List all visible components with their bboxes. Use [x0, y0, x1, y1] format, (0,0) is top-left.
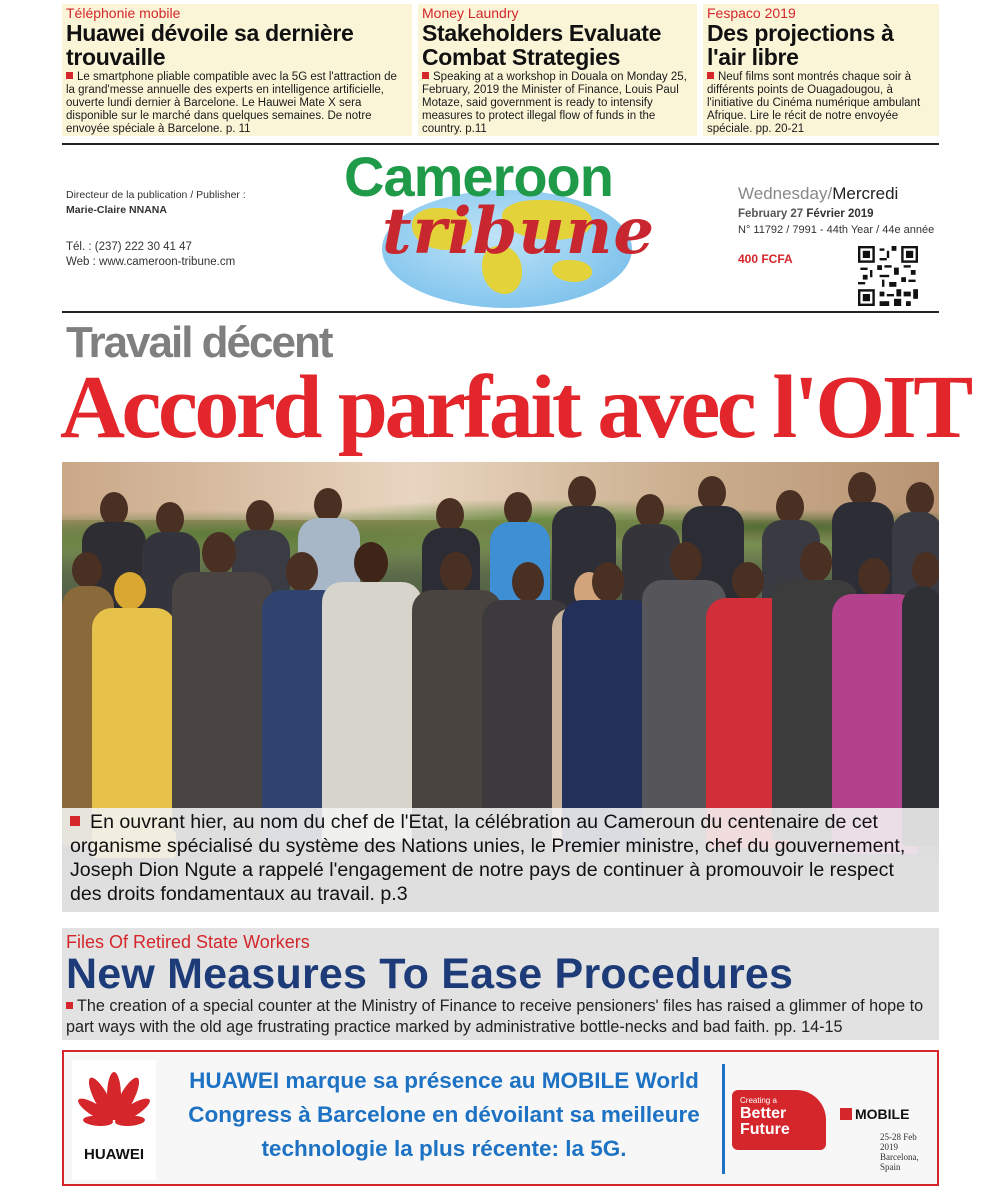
logo-word-cameroon: Cameroon	[344, 145, 613, 208]
logo-word-tribune: tribune	[382, 194, 656, 269]
event-dates: 25-28 Feb 2019	[880, 1132, 917, 1152]
teaser-kicker: Fespaco 2019	[707, 5, 796, 21]
teaser-body-text: Neuf films sont montrés chaque soir à différents points de Ouagadougou, à l'initiative du Cinéma numérique ambulant Afrique. Lire le récit de notre envoyée spéciale. pp. 20-21	[707, 71, 921, 135]
website-link[interactable]: Web : www.cameroon-tribune.cm	[66, 256, 236, 268]
teaser-body-text: Speaking at a workshop in Douala on Monday 25, February, 2019 the Minister of Finance, Louis Paul Motaze, said government is ready to intensify measures to protect illegal flow of funds in the country. p.11	[422, 71, 687, 135]
teaser-money-laundry[interactable]	[418, 4, 697, 136]
second-body-text: The creation of a special counter at the Ministry of Finance to receive pensioners' files has raised a glimmer of hope to part ways with the old age frustrating practice marked by administrative bottle-necks and bad faith. pp. 14-15	[66, 997, 924, 1036]
publisher-name: Marie-Claire NNANA	[66, 204, 167, 216]
huawei-flower-icon	[72, 1060, 156, 1144]
mwc-logo-icon	[840, 1108, 852, 1120]
ad-line: HUAWEI marque sa présence au MOBILE World	[189, 1068, 699, 1093]
event-details	[880, 1132, 926, 1172]
issue-number: N° 11792 / 7991 - 44th Year / 44e année	[738, 224, 935, 236]
phone: Tél. : (237) 222 30 41 47	[66, 241, 192, 253]
teaser-body-text: Le smartphone pliable compatible avec la 5G est l'attraction de la grand'messe annuelle des experts en intelligence artificielle, ouverte lundi dernier à Barcelone. Le Hauwei Mate X sera disponible sur le marché dans quelques semaines. De notre envoyée spéciale à Barcelone. p. 11	[66, 71, 397, 135]
main-caption	[70, 810, 930, 906]
teaser-kicker: Téléphonie mobile	[66, 5, 181, 21]
teaser-body	[422, 71, 693, 136]
bullet-square-icon	[66, 1002, 73, 1009]
second-kicker: Files Of Retired State Workers	[66, 932, 310, 952]
teaser-headline: Stakeholders Evaluate Combat Strategies	[422, 20, 662, 70]
main-headline[interactable]: Accord parfait avec l'OIT	[60, 358, 970, 457]
tagline-small: Creating a	[740, 1096, 777, 1105]
publisher-info	[66, 188, 246, 270]
contact-info	[66, 240, 246, 270]
teaser-headline: Huawei dévoile sa dernière trouvaille	[66, 20, 354, 70]
mobile-world-congress-logo	[840, 1106, 909, 1122]
ad-divider	[722, 1064, 725, 1174]
bullet-square-icon	[422, 72, 429, 79]
huawei-brand: HUAWEI	[84, 1146, 144, 1163]
teaser-headline: Des projections à l'air libre	[707, 20, 894, 70]
teaser-huawei[interactable]	[62, 4, 412, 136]
qr-code-icon[interactable]	[858, 246, 918, 306]
mwc-banner	[730, 1076, 926, 1172]
ad-line: technologie la plus récente: la 5G.	[261, 1136, 627, 1161]
ad-copy	[164, 1064, 724, 1166]
cameroon-tribune-logo[interactable]	[342, 145, 662, 310]
teaser-body	[66, 71, 408, 136]
issue-day: Wednesday/Mercredi	[738, 184, 899, 203]
event-place: Barcelona, Spain	[880, 1152, 919, 1172]
bullet-square-icon	[70, 816, 80, 826]
bullet-square-icon	[66, 72, 73, 79]
publisher-label: Directeur de la publication / Publisher :	[66, 189, 246, 201]
divider	[62, 311, 939, 313]
event-name: MOBILE	[855, 1106, 910, 1122]
teaser-fespaco[interactable]	[703, 4, 939, 136]
huawei-advertisement[interactable]	[62, 1050, 939, 1186]
second-story[interactable]	[62, 928, 939, 1040]
teaser-body	[707, 71, 935, 136]
tagline: Better Future	[740, 1105, 790, 1138]
bullet-square-icon	[707, 72, 714, 79]
teaser-kicker: Money Laundry	[422, 5, 519, 21]
second-headline: New Measures To Ease Procedures	[66, 950, 794, 998]
ad-line: Congress à Barcelone en dévoilant sa meilleure	[188, 1102, 700, 1127]
teaser-strip	[62, 4, 939, 136]
main-kicker: Travail décent	[66, 318, 332, 367]
caption-text: En ouvrant hier, au nom du chef de l'Etat, la célébration au Cameroun du centenaire de cet organisme spécialisé du système des Nations unies, le Premier ministre, chef du gouvernement, Joseph Dion Ngute a rappelé l'engagement de notre pays de continuer à promouvoir le respect des droits fondamentaux au travail. p.3	[70, 811, 906, 905]
price: 400 FCFA	[738, 252, 793, 266]
better-future-badge	[732, 1090, 826, 1150]
issue-date: February 27 Février 2019	[738, 208, 874, 220]
second-body	[66, 996, 936, 1038]
